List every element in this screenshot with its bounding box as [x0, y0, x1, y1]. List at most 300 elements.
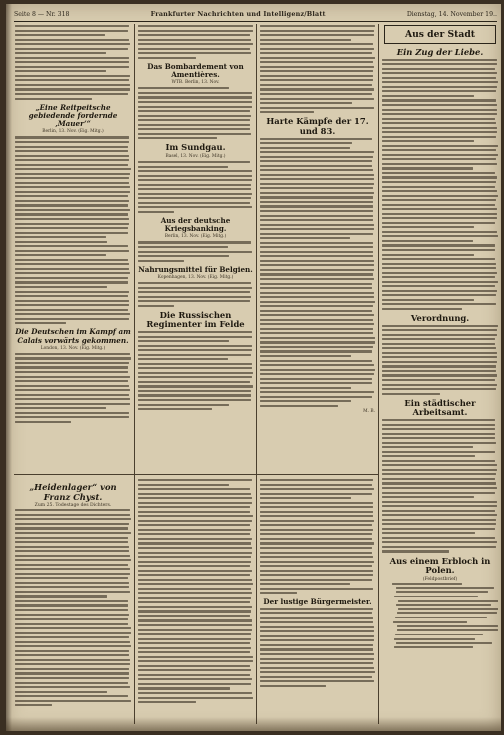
text-line	[392, 583, 461, 585]
text-line	[260, 561, 374, 563]
text-line	[396, 591, 489, 593]
text-line	[138, 255, 229, 257]
text-line	[15, 286, 107, 288]
text-line	[382, 226, 474, 228]
article-text	[382, 419, 498, 553]
text-line	[138, 372, 253, 374]
text-line	[138, 385, 253, 387]
text-line	[382, 290, 497, 292]
article-text	[138, 282, 253, 307]
text-line	[138, 133, 251, 135]
text-line	[260, 630, 374, 632]
text-line	[260, 98, 374, 100]
text-line	[382, 195, 498, 197]
text-line	[15, 200, 129, 202]
text-line	[382, 127, 497, 129]
text-line	[15, 177, 129, 179]
text-line	[260, 608, 373, 610]
text-line	[382, 442, 496, 444]
text-line	[138, 497, 252, 499]
text-line	[382, 77, 496, 79]
text-line	[382, 482, 496, 484]
text-line	[382, 136, 496, 138]
text-line	[15, 353, 130, 355]
text-line	[138, 561, 251, 563]
headline: Verordnung.	[410, 312, 470, 323]
text-line	[138, 34, 250, 36]
headline: Nahrungsmittel für Belgien.	[138, 264, 253, 274]
text-line	[395, 634, 483, 636]
text-line	[15, 650, 129, 652]
text-line	[15, 654, 129, 656]
text-line	[382, 181, 496, 183]
text-line	[260, 292, 374, 294]
text-line	[260, 387, 351, 389]
text-line	[15, 618, 128, 620]
text-line	[260, 658, 374, 660]
text-line	[382, 231, 497, 233]
column-rule	[256, 24, 257, 724]
text-line	[260, 635, 374, 637]
text-line	[382, 510, 495, 512]
text-line	[15, 164, 128, 166]
text-line	[260, 242, 373, 244]
text-line	[260, 183, 374, 185]
text-line	[382, 352, 497, 354]
headline: Das Bombardement von Amentières.	[147, 61, 244, 80]
text-line	[260, 273, 373, 275]
text-line	[138, 656, 253, 658]
text-line	[138, 115, 251, 117]
text-line	[382, 258, 495, 260]
text-line	[138, 529, 251, 531]
text-line	[260, 165, 372, 167]
text-line	[382, 393, 440, 395]
text-line	[138, 358, 228, 360]
text-line	[15, 241, 107, 243]
text-line	[15, 537, 128, 539]
text-line	[260, 533, 372, 535]
text-line	[15, 550, 129, 552]
dateline: Kopenhagen, 13. Nov. (Eig. Mitg.)	[157, 274, 234, 280]
text-line	[260, 685, 326, 687]
column-1	[15, 25, 131, 473]
text-line	[395, 617, 487, 619]
text-line	[382, 90, 496, 92]
text-line	[260, 378, 372, 380]
text-line	[382, 496, 474, 498]
text-line	[138, 170, 252, 172]
text-line	[260, 301, 375, 303]
header-page-number: Seite 8 — Nr. 318	[14, 10, 70, 18]
text-line	[382, 267, 496, 269]
text-line	[260, 237, 350, 239]
text-line	[382, 523, 496, 525]
text-line	[382, 384, 497, 386]
column-2	[138, 25, 253, 473]
text-line	[15, 213, 128, 215]
text-line	[260, 542, 374, 544]
text-line	[260, 287, 372, 289]
text-line	[138, 642, 250, 644]
text-line	[260, 583, 350, 585]
text-line	[138, 484, 229, 486]
text-line	[15, 66, 129, 68]
text-line	[260, 493, 372, 495]
text-line	[382, 68, 495, 70]
text-line	[260, 30, 374, 32]
text-line	[260, 396, 372, 398]
text-line	[260, 269, 374, 271]
text-line	[138, 574, 250, 576]
text-line	[260, 219, 373, 221]
text-line	[260, 497, 351, 499]
text-line	[15, 155, 129, 157]
text-line	[260, 653, 374, 655]
article-text	[260, 479, 375, 594]
column-2-lower	[138, 479, 253, 729]
text-line	[382, 460, 495, 462]
text-line	[138, 697, 253, 699]
text-line	[260, 671, 375, 673]
text-line	[15, 577, 128, 579]
text-line	[382, 501, 497, 503]
text-line	[15, 313, 130, 315]
text-line	[138, 43, 253, 45]
text-line	[260, 205, 373, 207]
text-line	[382, 528, 495, 530]
text-line	[15, 272, 130, 274]
text-line	[138, 349, 252, 351]
text-line	[15, 682, 128, 684]
text-line	[138, 592, 252, 594]
text-line	[260, 644, 373, 646]
text-line	[15, 250, 129, 252]
text-line	[382, 541, 497, 543]
text-line	[15, 509, 130, 511]
text-line	[382, 424, 495, 426]
text-line	[260, 178, 374, 180]
text-line	[260, 296, 374, 298]
text-line	[138, 547, 252, 549]
headline: „Eine Reitpeitsche gebiedende fordernde ‚Mauer‘“	[28, 102, 118, 129]
text-line	[382, 478, 495, 480]
text-line	[138, 579, 252, 581]
text-line	[138, 124, 250, 126]
text-line	[138, 161, 250, 163]
text-line	[138, 363, 252, 365]
text-line	[15, 300, 129, 302]
headline: Ein Zug der Liebe.	[396, 47, 484, 57]
text-line	[382, 451, 495, 453]
text-line	[15, 309, 128, 311]
text-line	[382, 428, 495, 430]
text-line	[260, 251, 373, 253]
text-line	[260, 515, 373, 517]
headline: Der lustige Bürgermeister.	[263, 597, 372, 607]
text-line	[15, 366, 128, 368]
text-line	[15, 686, 130, 688]
text-line	[15, 191, 130, 193]
text-line	[15, 604, 128, 606]
text-line	[138, 493, 251, 495]
text-line	[138, 479, 252, 481]
text-line	[260, 552, 372, 554]
text-line	[15, 39, 129, 41]
text-line	[382, 213, 497, 215]
text-line	[15, 204, 128, 206]
text-line	[260, 70, 373, 72]
text-line	[260, 626, 374, 628]
text-line	[138, 110, 250, 112]
text-line	[260, 187, 373, 189]
text-line	[260, 39, 351, 41]
article-text	[382, 325, 498, 395]
text-line	[260, 547, 372, 549]
column-rule	[378, 24, 379, 724]
text-line	[382, 329, 497, 331]
text-line	[260, 34, 374, 36]
subheadline: (Feldpostbrief)	[422, 576, 458, 582]
text-line	[138, 57, 196, 59]
poem-text	[382, 583, 498, 648]
text-line	[15, 609, 128, 611]
text-line	[15, 291, 129, 293]
text-line	[260, 524, 372, 526]
text-line	[138, 282, 251, 284]
text-line	[138, 345, 252, 347]
text-line	[382, 217, 497, 219]
text-line	[138, 106, 252, 108]
text-line	[260, 592, 297, 594]
text-line	[138, 367, 252, 369]
section-title-box: Aus der Stadt	[384, 25, 496, 44]
text-line	[15, 403, 130, 405]
text-line	[15, 573, 130, 575]
text-line	[260, 215, 373, 217]
dateline: Berlin, 13. Nov. (Eig. Mitg.)	[42, 129, 104, 135]
text-line	[382, 303, 496, 305]
text-line	[382, 325, 498, 327]
headline: Ein städtischer Arbeitsamt.	[404, 397, 476, 418]
text-line	[15, 43, 130, 45]
text-line	[138, 211, 174, 213]
text-line	[15, 168, 131, 170]
column-1-lower	[15, 479, 131, 729]
text-line	[382, 419, 495, 421]
text-line	[260, 246, 373, 248]
article-text	[138, 241, 253, 261]
text-line	[138, 506, 250, 508]
text-line	[382, 537, 495, 539]
text-line	[382, 437, 495, 439]
text-line	[15, 632, 131, 634]
article-text	[138, 479, 253, 703]
text-line	[15, 695, 128, 697]
column-3-lower	[260, 479, 375, 729]
text-line	[15, 357, 131, 359]
text-line	[260, 233, 373, 235]
article-text	[138, 331, 253, 410]
text-line	[15, 691, 107, 693]
text-line	[15, 362, 129, 364]
text-line	[15, 146, 128, 148]
text-line	[138, 119, 250, 121]
text-line	[15, 182, 129, 184]
text-line	[260, 662, 373, 664]
text-line	[382, 455, 475, 457]
text-line	[382, 145, 498, 147]
text-line	[260, 283, 372, 285]
text-line	[138, 287, 252, 289]
text-line	[382, 199, 496, 201]
text-line	[138, 633, 251, 635]
text-line	[15, 30, 128, 32]
text-line	[15, 645, 131, 647]
text-line	[15, 532, 131, 534]
text-line	[382, 281, 498, 283]
text-line	[260, 66, 374, 68]
text-line	[398, 600, 499, 602]
text-line	[15, 223, 129, 225]
text-line	[382, 519, 496, 521]
text-line	[382, 244, 495, 246]
text-line	[382, 95, 474, 97]
text-line	[260, 25, 375, 27]
text-line	[15, 376, 130, 378]
text-line	[382, 433, 495, 435]
text-line	[15, 281, 128, 283]
text-line	[260, 43, 373, 45]
text-line	[15, 295, 128, 297]
text-line	[382, 532, 475, 534]
text-line	[260, 538, 372, 540]
text-line	[138, 583, 253, 585]
text-line	[138, 184, 251, 186]
text-line	[138, 488, 250, 490]
text-line	[138, 137, 217, 139]
text-line	[260, 355, 351, 357]
text-line	[15, 421, 71, 423]
text-line	[15, 61, 129, 63]
text-line	[138, 394, 251, 396]
article-text	[15, 353, 131, 423]
text-line	[382, 86, 497, 88]
text-line	[260, 201, 373, 203]
article-text	[260, 608, 375, 687]
text-line	[260, 102, 352, 104]
text-line	[382, 343, 495, 345]
text-line	[260, 93, 372, 95]
text-line	[15, 84, 130, 86]
text-line	[138, 296, 251, 298]
text-line	[138, 241, 251, 243]
text-line	[138, 511, 250, 513]
text-line	[15, 277, 128, 279]
text-line	[138, 678, 252, 680]
text-line	[382, 154, 498, 156]
text-line	[382, 464, 497, 466]
text-line	[260, 511, 373, 513]
headline: Im Sundgau.	[165, 142, 226, 153]
text-line	[15, 412, 129, 414]
text-line	[15, 52, 106, 54]
text-line	[138, 408, 212, 410]
text-line	[382, 356, 497, 358]
text-line	[260, 52, 372, 54]
text-line	[15, 668, 129, 670]
text-line	[260, 192, 374, 194]
text-line	[15, 564, 128, 566]
text-line	[382, 546, 496, 548]
text-line	[15, 236, 106, 238]
text-line	[15, 218, 129, 220]
page-header	[14, 7, 497, 22]
text-line	[382, 208, 497, 210]
text-line	[260, 360, 372, 362]
column-rule	[134, 24, 135, 724]
text-line	[15, 150, 128, 152]
text-line	[260, 570, 373, 572]
text-line	[15, 48, 128, 50]
text-line	[382, 113, 497, 115]
text-line	[138, 701, 196, 703]
text-line	[382, 204, 495, 206]
text-line	[260, 479, 373, 481]
text-line	[396, 604, 491, 606]
text-line	[15, 88, 130, 90]
text-line	[382, 308, 462, 310]
text-line	[138, 48, 250, 50]
text-line	[382, 140, 474, 142]
text-line	[15, 263, 129, 265]
text-line	[138, 251, 252, 253]
article-text	[260, 138, 375, 407]
text-line	[15, 636, 129, 638]
text-line	[260, 405, 338, 407]
text-line	[138, 615, 250, 617]
text-line	[138, 552, 252, 554]
text-line	[15, 227, 128, 229]
article-text	[382, 59, 498, 310]
text-line	[138, 570, 252, 572]
page-bottom-shadow	[6, 717, 501, 731]
text-line	[15, 541, 128, 543]
text-line	[382, 492, 495, 494]
text-line	[260, 111, 314, 113]
text-line	[138, 665, 250, 667]
text-line	[15, 623, 128, 625]
text-line	[138, 597, 251, 599]
text-line	[15, 627, 131, 629]
text-line	[382, 149, 496, 151]
text-line	[382, 550, 449, 552]
feuilleton-divider	[14, 474, 378, 475]
text-line	[138, 565, 250, 567]
text-line	[260, 138, 372, 140]
text-line	[15, 141, 129, 143]
text-line	[260, 579, 372, 581]
text-line	[138, 674, 250, 676]
text-line	[382, 446, 473, 448]
text-line	[382, 190, 497, 192]
text-line	[15, 394, 129, 396]
text-line	[393, 621, 467, 623]
text-line	[382, 109, 497, 111]
text-line	[382, 59, 497, 61]
text-line	[382, 72, 497, 74]
text-line	[260, 391, 374, 393]
